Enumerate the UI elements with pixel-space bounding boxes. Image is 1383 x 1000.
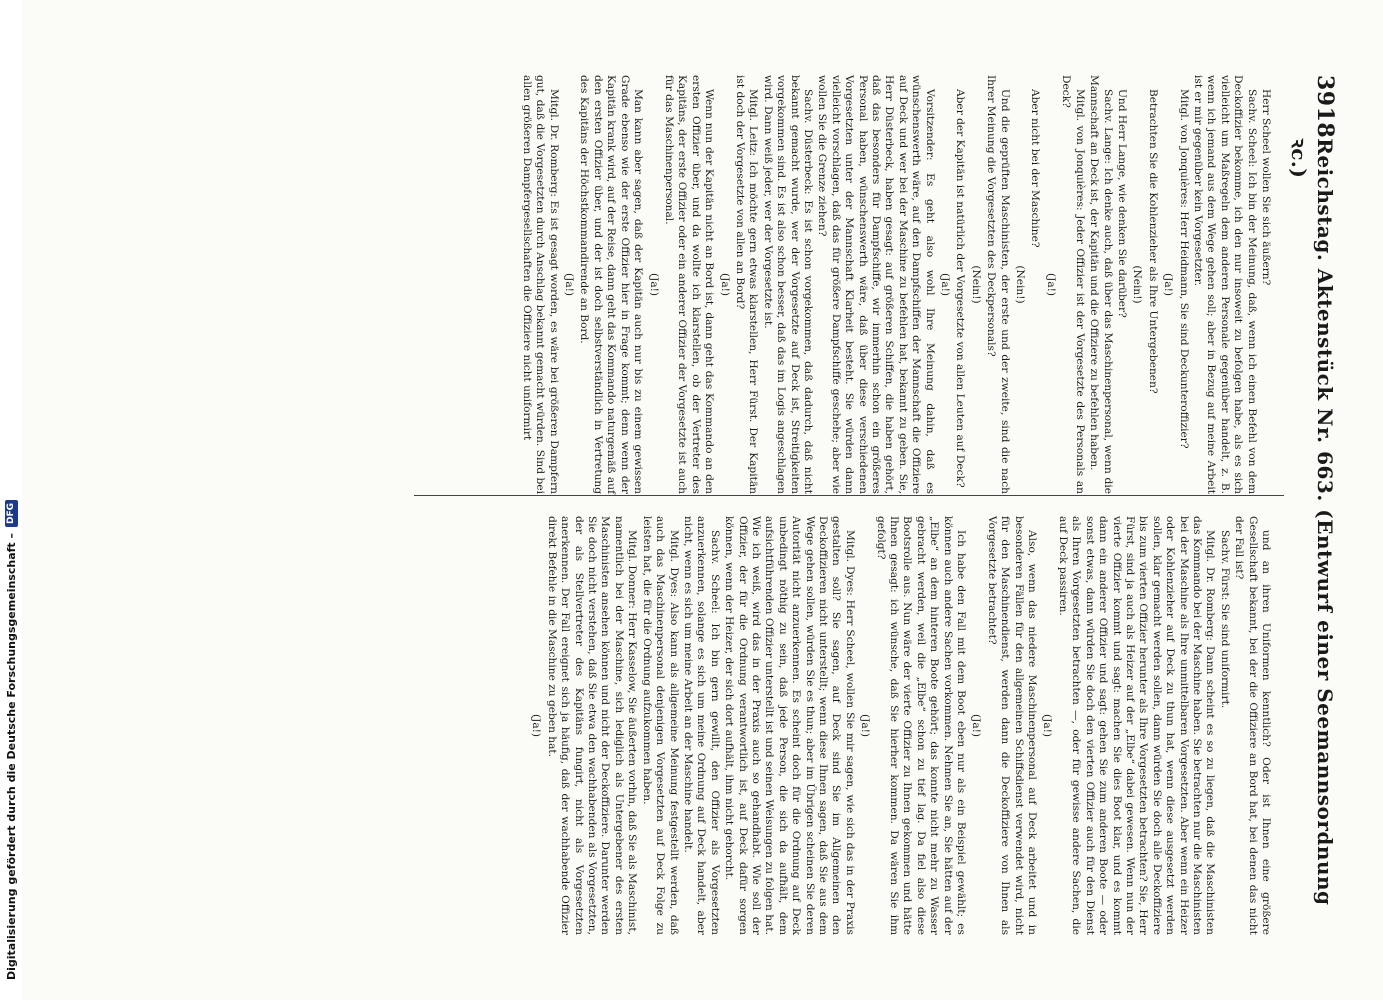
- paragraph: Sachv. Scheel: Ich bin gern gewillt, den Offizier als Vorgesetzten anzuerkennen, solange es sich um meine Ordnung auf Deck handelt, aber nicht, wenn es sich um meine Arbeit an der Maschine handelt.: [681, 516, 721, 935]
- text-columns: [518, 75, 1272, 935]
- interjection: (Ja!): [718, 272, 731, 297]
- paragraph: Sachv. Scheel: Ich bin der Meinung, daß, wenn ich einen Befehl von dem Deckoffizier bekomme, ich den nur insoweit zu befolgen habe, als es sich vielleicht um Maßregeln dem anderen Personale gegenüber handelt, z. B. wenn ich jemand aus dem Wege gehen soll; aber in Bezug auf meine Arbeit ist er mir gegenüber kein Vorgesetzter.: [1191, 75, 1258, 494]
- interjection: (Ja!): [970, 713, 983, 738]
- paragraph: Also, wenn das niedere Maschinenpersonal auf Deck arbeitet und in besonderen Fällen für den allgemeinen Schiffsdienst verwendet wird, nicht für den Maschinendienst, werden dann die Deckoffiziere von Ihnen als Vorgesetzte betrachtet?: [985, 516, 1039, 935]
- left-column: [518, 75, 1272, 494]
- paragraph: Sachv. Fürst: Sie sind uniformirt.: [1218, 530, 1231, 709]
- page-title: Reichstag. Aktenstück Nr. 663. (Entwurf einer Seemannsordnung ꝛc.): [1287, 138, 1337, 906]
- paragraph: Betrachten Sie die Kohlenzieher als Ihre Untergebenen?: [1146, 89, 1159, 394]
- paragraph: Sachv. Düsterbeck: Es ist schon vorgekommen, daß dadurch, daß nicht bekannt gemacht wurde, wer der Vorgesetzte auf Deck ist, Streitigkeiten vorgekommen sind. Es ist also schon besser, daß das im Logis angeschlagen wird. Dann weiß jeder, wer der Vorgesetzte ist.: [761, 75, 814, 494]
- paragraph: Und Herr Lange, wie denken Sie darüber?: [1115, 89, 1128, 318]
- paragraph: Aber nicht bei der Maschine?: [1029, 89, 1042, 248]
- paragraph: Man kann aber sagen, daß der Kapitän auch nur bis zu einem gewissen Grade ebenso wie der erste Offizier hier in Frage kommt; denn wenn der Kapitän krank wird, auf der Reise, dann geht das Kommando naturgemäß auf den ersten Offizier über, und der ist doch selbstverständlich in Vertretung des Kapitäns der Höchstkommandirende an Bord.: [578, 75, 645, 494]
- dfg-logo: DFG: [5, 500, 18, 527]
- digitization-footer: [0, 0, 22, 1000]
- paragraph: Mitgl. Dyes: Also kann als allgemeine Meinung festgestellt werden, daß auch das Maschinenpersonal denjenigen Vorgesetzten auf Deck Folge zu leisten hat, die für die Ordnung aufzukommen haben.: [640, 516, 680, 935]
- paragraph: Aber der Kapitän ist natürlich der Vorgesetzte von allen Leuten auf Deck?: [954, 89, 967, 488]
- interjection: (Ja!): [859, 713, 872, 738]
- footer-text: Digitalisierung gefördert durch die Deutsche Forschungsgemeinschaft –: [4, 533, 18, 980]
- interjection: (Ja!): [563, 272, 576, 297]
- interjection: (Nein!): [1131, 265, 1144, 304]
- paragraph: Wenn nun der Kapitän nicht an Bord ist, dann geht das Kommando an den ersten Offizier über, und da wollte ich klarstellen, ob der Vertreter des Kapitäns, der erste Offizier oder ein anderer Offizier der Vorgesetzte ist auch für das Maschinenpersonal.: [662, 75, 716, 494]
- paragraph: Und die geprüften Maschinisten, der erste und der zweite, sind die nach Ihrer Meinung die Vorgesetzten des Deckpersonals?: [985, 75, 1011, 494]
- interjection: (Ja!): [647, 272, 660, 297]
- paragraph: Mitgl. Dr. Romberg: Dann scheint es so zu liegen, daß die Maschinisten das Kommando bei der Maschine haben. Sie betrachten nur die Maschinisten bei der Maschine als Ihre unmittelbaren Vorgesetzten. Aber wenn ein Heizer oder Kohlenzieher auf Deck zu thun hat, wenn diese ausgesetzt werden sollen, klar gemacht werden sollen, dann würden Sie doch alle Deckoffiziere bis zum vierten Offizier herunter als Ihre Vorgesetzten betrachten? Sie, Herr Fürst, sind ja auch als Heizer auf der „Elbe“ dabei gewesen. Wenn nun der vierte Offizier kommt und sagt: machen Sie dies Boot klar, und es kommt dann ein anderer Offizier und sagt: gehen Sie zum anderen Boote — oder sonst etwas, dann würden Sie doch den vierten Offizier auch für den Dienst als Ihren Vorgesetzten betrachten —, oder für gewisse andere Sachen, die auf Deck passiren.: [1056, 516, 1217, 935]
- interjection: (Ja!): [1044, 272, 1057, 297]
- paragraph: Mitgl. Leitz: Ich möchte gern etwas klarstellen, Herr Fürst. Der Kapitän ist doch der Vorgesetzte von allen an Bord?: [733, 75, 760, 494]
- paragraph: Herr Scheel wollen Sie sich äußern?: [1260, 89, 1272, 286]
- paragraph: Mitgl. Dr. Romberg: Es ist gesagt worden, es wäre bei größeren Dampfern gut, daß die Vorgesetzten durch Anschlag bekannt gemacht würden. Sind bei allen größeren Dampfergesellschaften die Offiziere nicht uniformirt: [520, 75, 560, 494]
- paragraph: Mitgl. Donner: Herr Kasselow, Sie äußerten vorhin, daß Sie als Maschinist, namentlich bei der Maschine, sich lediglich als Untergebener des ersten Maschinisten ansehen können und nicht der Deckoffiziere. Darunter werden Sie doch nicht verstehen, daß Sie etwa den wachhabenden als Vorgesetzten, der als Stellvertreter des Kapitäns fungirt, nicht als Vorgesetzten anerkennen. Der Fall ereignet sich ja häufig, daß der wachhabende Offizier direkt Befehle in die Maschine zu geben hat.: [545, 516, 639, 935]
- interjection: (Ja!): [939, 272, 952, 297]
- paragraph: Sachv. Lange: Ich denke auch, daß über das Maschinenpersonal, wenn die Mannschaft an Deck ist, der Kapitän und die Offiziere zu befehlen haben.: [1088, 75, 1114, 494]
- interjection: (Ja!): [1041, 713, 1054, 738]
- paragraph: Mitgl. Dyes: Herr Scheel, wollen Sie mir sagen, wie sich das in der Praxis gestalten soll? Sie sagen, auf Deck sind Sie im Allgemeinen den Deckoffizieren nicht unterstellt; wenn diese Ihnen sagen, daß Sie aus dem Wege gehen sollen, würden Sie es thun; aber im Übrigen scheinen Sie deren Autorität nicht anzuerkennen. Es scheint doch für die Ordnung auf Deck unbedingt nöthig zu sein, daß jede Person, die sich da aufhält, dem aufsichtführenden Offizier unterstellt ist und seinen Weisungen zu folgen hat. Wie ich weiß, wird das in der Praxis auch so gehandhabt. Wie soll der Offizier, der für die Ordnung verantwortlich ist, auf Deck dafür sorgen können, wenn der Heizer, der sich dort aufhält, ihm nicht gehorcht.: [723, 516, 856, 935]
- paragraph: Mitgl. von Jonquières: Herr Heidmann, Sie sind Deckunteroffizier?: [1177, 89, 1190, 449]
- page-number: 3918: [1312, 75, 1338, 139]
- interjection: (Nein!): [1014, 265, 1027, 304]
- paragraph: und an ihren Uniformen kenntlich? Oder ist Ihnen eine größere Gesellschaft bekannt, bei der die Offiziere an Bord hat, bei denen das nicht der Fall ist?: [1233, 516, 1272, 935]
- paragraph: Mitgl. von Jonquières: Jeder Offizier ist der Vorgesetzte des Personals an Deck?: [1060, 75, 1086, 494]
- scanned-page: [22, 0, 1383, 1000]
- right-column: [518, 516, 1272, 935]
- paragraph: Vorsitzender: Es geht also wohl Ihre Meinung dahin, daß es wünschenswerth wäre, auf den Dampfschiffen der Mannschaft die Offiziere auf Deck und wer bei der Maschine zu befehlen hat, bekannt zu geben. Sie, Herr Düsterbeck, haben gesagt: auf größeren Schiffen, die haben gehört, daß das besonders für Dampfschiffe, wir immerhin schon ein größeres Personal haben, wünschenswerth wäre, daß über diese verschiedenen Vorgesetzten unter der Mannschaft Klarheit besteht. Sie würden dann vielleicht vorschlagen, daß das für größere Dampfschiffe geschehe; aber wie wollen Sie die Grenze ziehen?: [816, 75, 936, 494]
- paragraph: Ich habe den Fall mit dem Boot eben nur als ein Beispiel gewählt; es können auch andere Sachen vorkommen. Nehmen Sie an, Sie hätten auf der „Elbe“ an dem hinteren Boote gehört; das konnte nicht mehr zu Wasser gebracht werden, weil die „Elbe“ schon zu tief lag. Da fiel also diese Bootsrolle aus. Nun wäre der vierte Offizier zu Ihnen gekommen und hätte Ihnen gesagt: ich wünsche, daß Sie hierher kommen. Da wären Sie ihm gefolgt?: [874, 516, 968, 935]
- page-header: [1286, 75, 1338, 935]
- rotated-page-content: [62, 0, 1362, 1000]
- interjection: (Nein!): [969, 265, 982, 304]
- interjection: (Ja!): [1162, 272, 1175, 297]
- interjection: (Ja!): [530, 713, 543, 738]
- column-rule: [414, 495, 1284, 496]
